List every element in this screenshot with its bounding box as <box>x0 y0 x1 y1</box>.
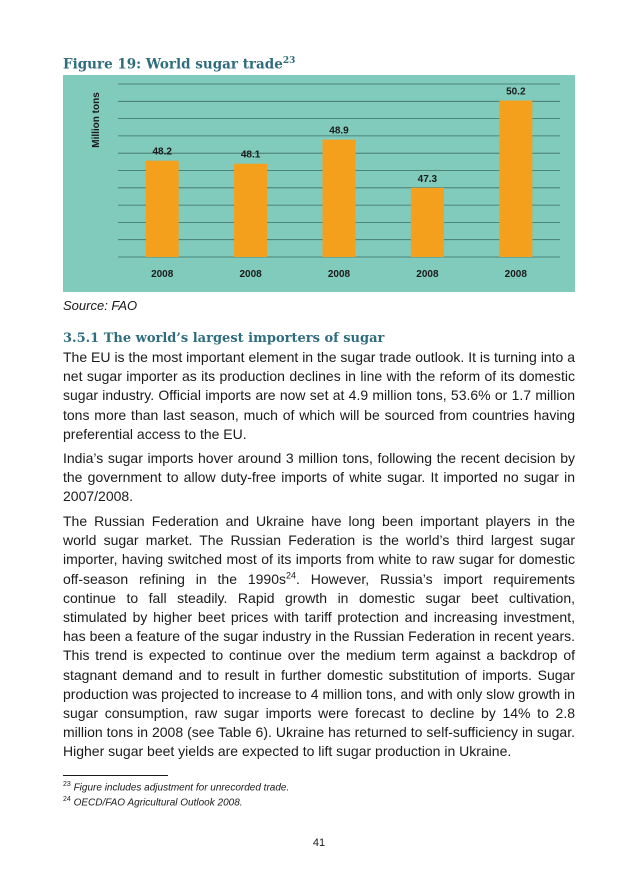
data-label-2: 48.9 <box>329 125 349 137</box>
footnote-24-text: OECD/FAO Agricultural Outlook 2008. <box>73 797 243 809</box>
figure-source: Source: FAO <box>63 298 138 313</box>
footnote-23 <box>63 781 289 793</box>
paragraph-russia-part1: The Russian Federation and Ukraine have long been important players in the world sugar market. The Russian Federation is the world’s third largest sugar importer, having switched most of its imports from white to raw sugar for domestic off-season refining in the 1990s <box>63 513 575 587</box>
data-label-1: 48.1 <box>240 149 261 161</box>
bar-4 <box>499 101 532 257</box>
figure-title-text: Figure 19: World sugar trade <box>63 56 283 73</box>
x-tick-label-3: 2008 <box>416 269 439 280</box>
footnote-24 <box>63 796 243 808</box>
bar-3 <box>411 188 444 257</box>
paragraph-india: India’s sugar imports hover around 3 million tons, following the recent decision by the government to allow duty-free imports of white sugar. It imported no sugar in 2007/2008. <box>63 450 575 505</box>
chart-background <box>63 75 575 292</box>
footnote-23-text: Figure includes adjustment for unrecorded trade. <box>73 782 290 794</box>
paragraph-russia-footnote-ref: 24 <box>286 569 297 580</box>
footnote-23-ref: 23 <box>63 781 71 788</box>
footnote-24-ref: 24 <box>63 796 71 803</box>
paragraph-russia-part2: . However, Russia’s import requirements continue to fall steadily. Rapid growth in domestic sugar beet cultivation, stimulated by higher beet prices with tariff protection and increasing investment, has been a feature of the sugar industry in the Russian Federation in recent years. This trend is expected to continue over the medium term against a backdrop of stagnant demand and to result in further domestic substitution of imports. Sugar production was projected to increase to 4 million tons, and with only slow growth in sugar consumption, raw sugar imports were forecast to decline by 14% to 2.8 million tons in 2008 (see Table 6). Ukraine has returned to self-sufficiency in sugar. Higher sugar beet yields are expected to lift sugar production in Ukraine. <box>63 570 575 760</box>
world-sugar-trade-chart <box>63 75 575 292</box>
page-number: 41 <box>312 837 326 849</box>
figure-title-footnote-ref: 23 <box>282 56 296 66</box>
data-label-4: 50.2 <box>506 86 526 98</box>
paragraph-eu: The EU is the most important element in the sugar trade outlook. It is turning into a net sugar importer as its production declines in line with the reform of its domestic sugar industry. Official imports are now set at 4.9 million tons, 53.6% or 1.7 million tons more than last season, much of which will be sourced from countries having preferential access to the EU. <box>63 349 575 442</box>
x-tick-label-2: 2008 <box>327 269 351 280</box>
section-heading: 3.5.1 The world’s largest importers of sugar <box>63 331 385 346</box>
data-label-0: 48.2 <box>152 146 172 158</box>
footnote-divider <box>63 775 168 776</box>
figure-title <box>63 56 295 73</box>
y-axis-label: Million tons <box>91 92 102 148</box>
bar-1 <box>234 164 267 257</box>
x-tick-label-4: 2008 <box>504 269 527 280</box>
data-label-3: 47.3 <box>417 173 438 185</box>
x-tick-label-0: 2008 <box>151 269 174 280</box>
paragraph-russia-ukraine <box>63 512 575 762</box>
bar-2 <box>323 140 356 257</box>
bar-0 <box>146 161 179 257</box>
x-tick-label-1: 2008 <box>239 269 262 280</box>
